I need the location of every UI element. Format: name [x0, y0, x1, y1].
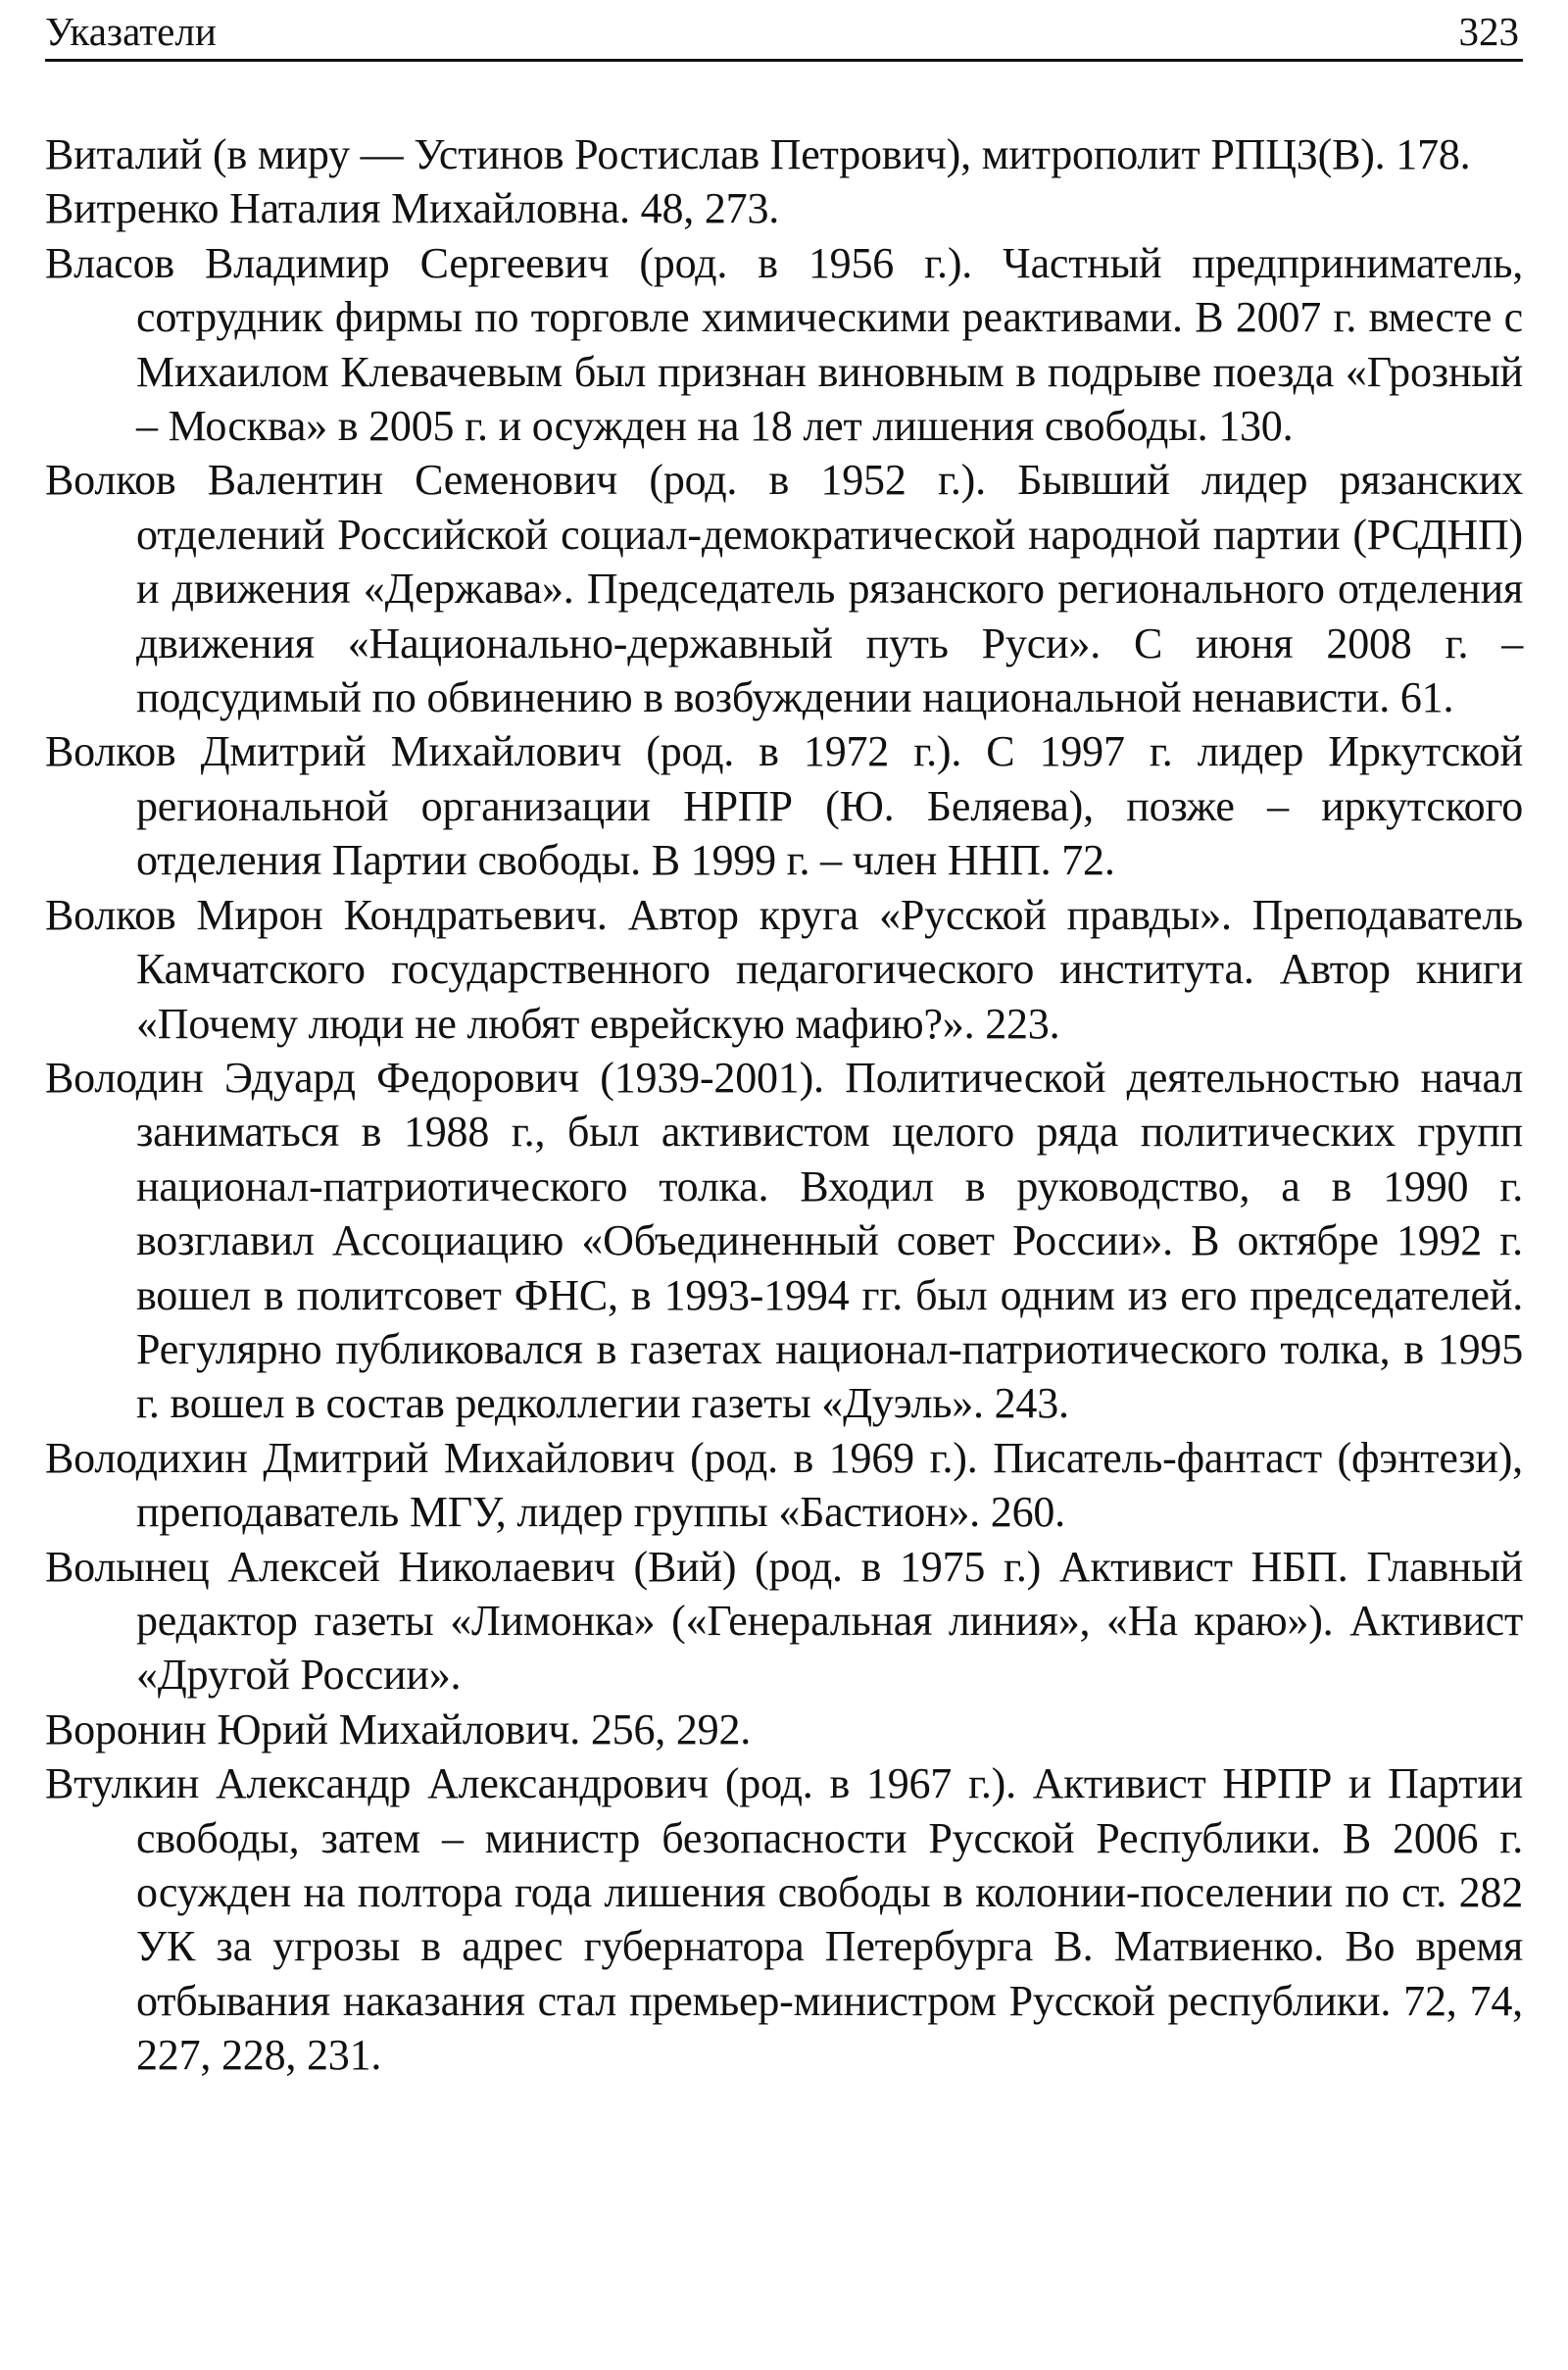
index-entry-volkov-miron: Волков Мирон Кондратьевич. Автор круга «Русской правды». Преподаватель Камчатского государственного педагогического института. Автор книги «Почему люди не любят еврейскую мафию?». 223.: [45, 890, 1523, 1048]
page-number: 323: [1458, 9, 1519, 54]
index-entry-volynets: Волынец Алексей Николаевич (Вий) (род. в 1975 г.) Активист НБП. Главный редактор газеты «Лимонка» («Генеральная линия», «На краю»). Активист «Другой России».: [45, 1542, 1523, 1700]
index-entry-vitaliy: Виталий (в миру — Устинов Ростислав Петрович), митрополит РПЦЗ(В). 178.: [45, 130, 1471, 178]
index-entry-voronin: Воронин Юрий Михайлович. 256, 292.: [45, 1704, 752, 1753]
index-entry-volodikhin: Володихин Дмитрий Михайлович (род. в 1969 г.). Писатель-фантаст (фэнтези), преподаватель МГУ, лидер группы «Бастион». 260.: [45, 1433, 1523, 1537]
book-page: [45, 0, 1523, 2370]
index-entry-vlasov: Власов Владимир Сергеевич (род. в 1956 г.). Частный предприниматель, сотрудник фирмы по торговле химическими реактивами. В 2007 г. вместе с Михаилом Клевачевым был признан виновным в подрыве поезда «Грозный – Москва» в 2005 г. и осужден на 18 лет лишения свободы. 130.: [45, 238, 1523, 451]
section-title: Указатели: [45, 9, 217, 54]
index-entries: [45, 127, 1523, 2083]
index-entry-volkov-dmitriy: Волков Дмитрий Михайлович (род. в 1972 г.). С 1997 г. лидер Иркутской региональной организации НРПР (Ю. Беляева), позже – иркутского отделения Партии свободы. В 1999 г. – член ННП. 72.: [45, 727, 1523, 885]
index-entry-vtulkin: Втулкин Александр Александрович (род. в 1967 г.). Активист НРПР и Партии свободы, затем – министр безопасности Русской Республики. В 2006 г. осужден на полтора года лишения свободы в колонии-поселении по ст. 282 УК за угрозы в адрес губернатора Петербурга В. Матвиенко. Во время отбывания наказания стал премьер-министром Русской республики. 72, 74, 227, 228, 231.: [45, 1759, 1523, 2080]
running-head: [45, 6, 1523, 62]
index-entry-volodin: Володин Эдуард Федорович (1939-2001). Политической деятельностью начал заниматься в 1988 г., был активистом целого ряда политических групп национал-патриотического толка. Входил в руководство, а в 1990 г. возглавил Ассоциацию «Объединенный совет России». В октябре 1992 г. вошел в политсовет ФНС, в 1993-1994 гг. был одним из его председателей. Регулярно публиковался в газетах национал-патриотического толка, в 1995 г. вошел в состав редколлегии газеты «Дуэль». 243.: [45, 1053, 1523, 1428]
index-entry-volkov-valentin: Волков Валентин Семенович (род. в 1952 г.). Бывший лидер рязанских отделений Российской социал-демократической народной партии (РСДНП) и движения «Держава». Председатель рязанского регионального отделения движения «Национально-державный путь Руси». С июня 2008 г. – подсудимый по обвинению в возбуждении национальной ненависти. 61.: [45, 456, 1523, 722]
index-entry-vitrenko: Витренко Наталия Михайловна. 48, 273.: [45, 184, 780, 233]
